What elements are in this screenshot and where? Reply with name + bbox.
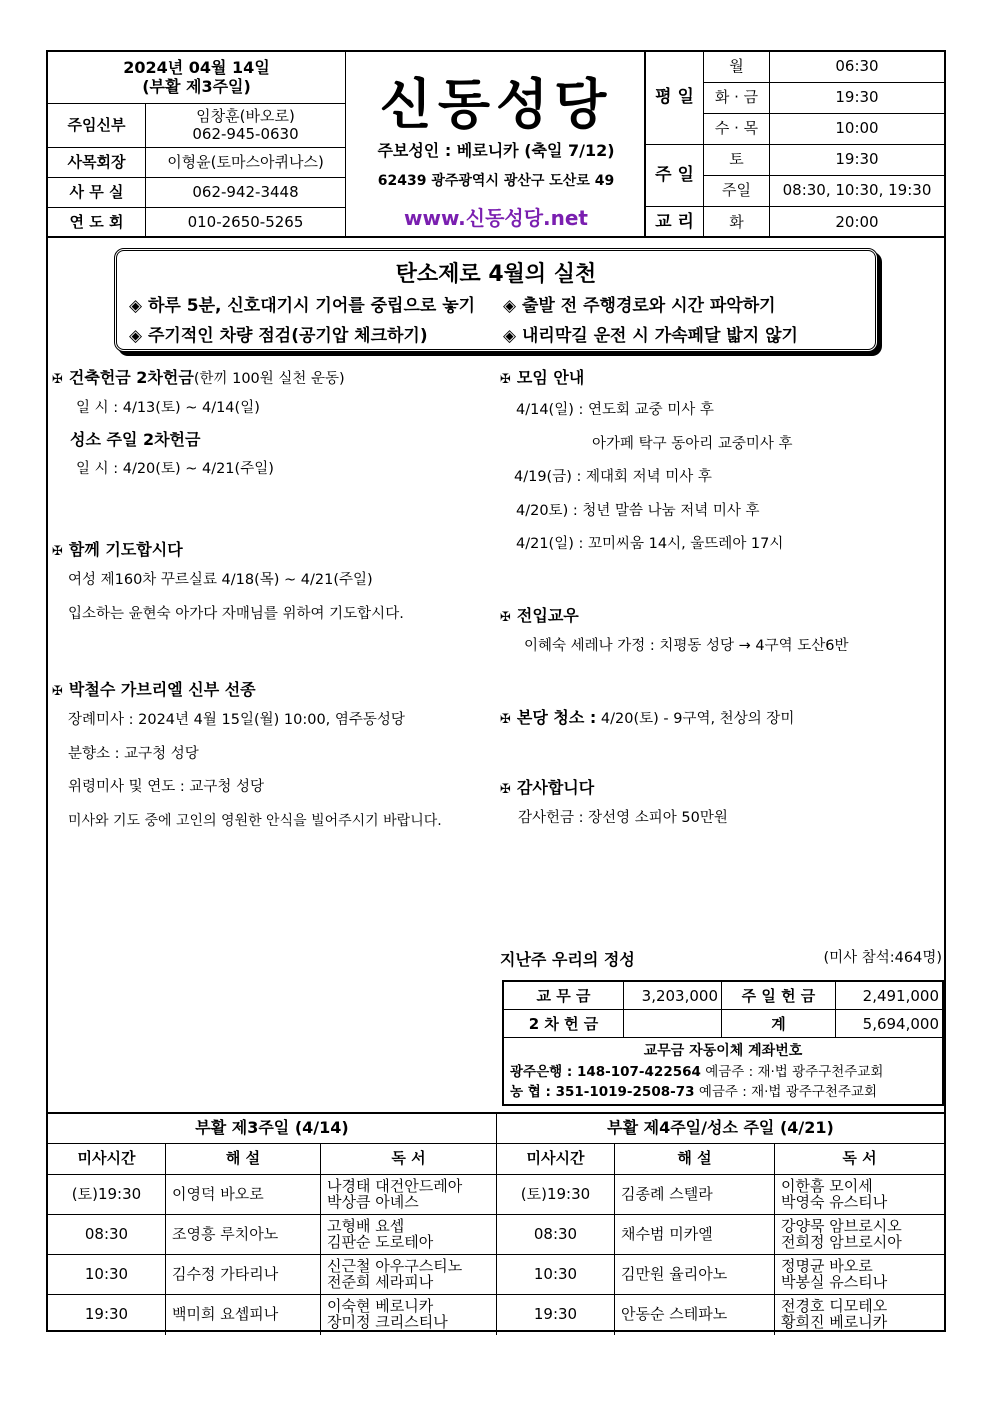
reader: 강양묵 암브로시오: [781, 1216, 902, 1235]
commentator: 이영덕 바오로: [166, 1175, 321, 1215]
section-title: 감사합니다: [516, 778, 595, 797]
col-time: 미사시간: [48, 1144, 166, 1175]
offering-value: 2,491,000: [836, 982, 942, 1010]
reader: 이한흠 모이세: [781, 1176, 873, 1195]
section-title: 건축헌금 2차헌금: [68, 368, 194, 387]
sunday-label: 주 일: [646, 145, 704, 207]
schedule-time: 08:30, 10:30, 19:30: [770, 176, 944, 207]
info-line: 입소하는 윤현숙 아가다 자매님를 위하여 기도합시다.: [68, 605, 404, 622]
offering-label: 계: [722, 1010, 836, 1038]
thanks-section: [500, 778, 940, 828]
carbon-zero-banner: [114, 248, 878, 352]
mass-time: 08:30: [48, 1215, 166, 1255]
section-subtitle: 성소 주일 2차헌금: [70, 429, 201, 449]
section-title: 함께 기도합시다: [68, 540, 183, 559]
schedule-time: 10:00: [770, 114, 944, 145]
reader: 전준희 세라피나: [327, 1272, 434, 1291]
council-label: 사목회장: [48, 148, 146, 178]
reader: 고형배 요셉: [327, 1216, 405, 1235]
reader: 신근철 아우구스티노: [327, 1256, 463, 1275]
reader: 장미정 크리스티나: [327, 1313, 448, 1331]
offering-total: 5,694,000: [836, 1010, 942, 1038]
funeral-section: [52, 680, 500, 829]
reader: 전경호 디모테오: [781, 1297, 888, 1316]
commentator: 조영흥 루치아노: [166, 1215, 321, 1255]
meeting-section: [500, 368, 940, 553]
church-name: 신동성당: [379, 72, 613, 136]
pastor-phone: 062-945-0630: [192, 124, 299, 143]
reader: 김판순 도로테아: [327, 1232, 434, 1251]
reader: 박봉실 유스티나: [781, 1272, 888, 1291]
ministry-right-title: 부활 제4주일/성소 주일 (4/21): [497, 1114, 944, 1144]
schedule-time: 20:00: [835, 212, 879, 231]
readers: [321, 1295, 497, 1335]
liturgical-week: (부활 제3주일): [142, 76, 251, 96]
banner-item: ◈ 주기적인 차량 점검(공기압 체크하기): [129, 326, 428, 346]
banner-title: 탄소제로 4월의 실천: [395, 262, 597, 287]
readers: [775, 1215, 944, 1255]
offering-value: 3,203,000: [624, 982, 722, 1010]
cross-icon: ✠: [500, 782, 511, 797]
offering-label: 2 차 헌 금: [504, 1010, 624, 1038]
mass-time: 19:30: [48, 1295, 166, 1335]
mass-time: 19:30: [497, 1295, 615, 1335]
header: [48, 52, 944, 238]
website-link[interactable]: www.신동성당.net: [404, 206, 588, 230]
commentator: 안동순 스테파노: [615, 1295, 775, 1335]
account-holder: 예금주 : 재·법 광주구천주교회: [705, 1064, 884, 1080]
cleaning-section: [500, 708, 940, 728]
bulletin-page: [46, 50, 946, 1332]
elder-phone: 010-2650-5265: [146, 208, 346, 238]
schedule-time: 19:30: [770, 145, 944, 176]
schedule-day: 수 · 목: [704, 114, 770, 145]
section-title-suffix: (한끼 100원 실천 운동): [193, 371, 345, 387]
office-phone: 062-942-3448: [146, 178, 346, 208]
info-line: 분향소 : 교구청 성당: [68, 745, 199, 762]
readers: [775, 1175, 944, 1215]
bulletin-date: 2024년 04월 14일: [123, 58, 270, 78]
cross-icon: ✠: [52, 544, 63, 559]
reader: 정명균 바오로: [781, 1256, 873, 1275]
commentator: 김수정 가타리나: [166, 1255, 321, 1295]
ministry-left-title: 부활 제3주일 (4/14): [48, 1114, 497, 1144]
col-time: 미사시간: [497, 1144, 615, 1175]
patron-saint: 주보성인 : 베로니카 (축일 7/12): [377, 141, 615, 160]
offering-value: [624, 1010, 722, 1038]
cleaning-info: 4/20(토) - 9구역, 천상의 장미: [600, 711, 795, 727]
meeting-line: 4/19(금) : 제대회 저녁 미사 후: [514, 469, 712, 486]
info-line: 일 시 : 4/20(토) ~ 4/21(주일): [76, 460, 274, 477]
offering-heading: [500, 950, 942, 969]
cross-icon: ✠: [52, 684, 63, 699]
pastor-name: 임창훈(바오로): [196, 107, 295, 126]
cross-icon: ✠: [52, 372, 63, 387]
schedule-day: 화: [704, 207, 770, 238]
schedule-day: 월: [704, 52, 770, 83]
account-number: 농 협 : 351-1019-2508-73: [510, 1084, 695, 1100]
readers: [775, 1295, 944, 1335]
readers: [321, 1215, 497, 1255]
readers: [775, 1255, 944, 1295]
col-commentary: 해 설: [615, 1144, 775, 1175]
section-title: 모임 안내: [516, 368, 585, 387]
info-line: 일 시 : 4/13(토) ~ 4/14(일): [76, 400, 260, 417]
cross-icon: ✠: [500, 712, 511, 727]
col-reading: 독 서: [321, 1144, 497, 1175]
schedule-time: 06:30: [770, 52, 944, 83]
meeting-line: 아가페 탁구 동아리 교중미사 후: [592, 435, 793, 452]
banner-item: ◈ 출발 전 주행경로와 시간 파악하기: [503, 296, 776, 316]
commentator: 김종례 스텔라: [615, 1175, 775, 1215]
schedule-day: 화 · 금: [704, 83, 770, 114]
section-title: 박철수 가브리엘 신부 선종: [68, 680, 256, 699]
commentator: 백미희 요셉피나: [166, 1295, 321, 1335]
mass-time: (토)19:30: [48, 1175, 166, 1215]
pastor-info: [146, 104, 346, 148]
info-line: 감사헌금 : 장선영 소피아 50만원: [518, 810, 728, 827]
reader: 박영숙 유스티나: [781, 1192, 888, 1211]
offering-label: 교 무 금: [504, 982, 624, 1010]
mass-time: 10:30: [48, 1255, 166, 1295]
banner-item: ◈ 내리막길 운전 시 가속페달 밟지 않기: [503, 326, 798, 346]
readers: [321, 1175, 497, 1215]
reader: 전희정 암브로시아: [781, 1232, 902, 1251]
office-label: 사 무 실: [48, 178, 146, 208]
mass-time: 08:30: [497, 1215, 615, 1255]
meeting-line: 4/20토) : 청년 말씀 나눔 저녁 미사 후: [516, 502, 760, 519]
prayer-section: [52, 540, 492, 623]
reader: 박상큼 아녜스: [327, 1192, 419, 1211]
catechism-label: 교 리: [646, 207, 704, 238]
schedule-time: 19:30: [770, 83, 944, 114]
weekday-label: 평 일: [646, 52, 704, 145]
cross-icon: ✠: [500, 610, 511, 625]
banner-item: ◈ 하루 5분, 신호대기시 기어를 중립으로 놓기: [129, 296, 476, 316]
account-number: 광주은행 : 148-107-422564: [510, 1064, 701, 1080]
section-title: 본당 청소 :: [516, 708, 597, 727]
info-line: 장례미사 : 2024년 4월 15일(월) 10:00, 염주동성당: [68, 712, 405, 729]
reader: 황희진 베로니카: [781, 1313, 888, 1331]
elder-label: 연 도 회: [48, 208, 146, 238]
date-block: [48, 52, 346, 104]
account-holder: 예금주 : 재·법 광주구천주교회: [698, 1084, 878, 1100]
info-line: 미사와 기도 중에 고인의 영원한 안식을 빌어주시기 바랍니다.: [68, 812, 442, 829]
info-line: 여성 제160차 꾸르실료 4/18(목) ~ 4/21(주일): [68, 572, 373, 589]
offering-label: 주 일 헌 금: [722, 982, 836, 1010]
council-name: 이형윤(토마스아퀴나스): [146, 148, 346, 178]
schedule-day: 토: [704, 145, 770, 176]
account-title: 교무금 자동이체 계좌번호: [643, 1043, 803, 1059]
attendance-count: (미사 참석:464명): [823, 950, 942, 966]
pastor-label: 주임신부: [48, 104, 146, 148]
account-line: [510, 1080, 877, 1100]
offering-title: 지난주 우리의 정성: [500, 950, 635, 969]
account-line: [510, 1060, 883, 1080]
mass-time: 10:30: [497, 1255, 615, 1295]
col-reading: 독 서: [775, 1144, 944, 1175]
info-line: 위령미사 및 연도 : 교구청 성당: [68, 779, 265, 796]
readers: [321, 1255, 497, 1295]
commentator: 채수범 미카엘: [615, 1215, 775, 1255]
new-parishioner-section: [500, 606, 940, 656]
reader: 이숙현 베로니카: [327, 1297, 434, 1316]
church-address: 62439 광주광역시 광산구 도산로 49: [377, 173, 615, 189]
schedule-day: 주일: [704, 176, 770, 207]
meeting-line: 4/21(일) : 꼬미씨움 14시, 울뜨레아 17시: [516, 535, 784, 552]
info-line: 이혜숙 세레나 가정 : 치평동 성당 → 4구역 도산6반: [524, 638, 849, 655]
cross-icon: ✠: [500, 372, 511, 387]
col-commentary: 해 설: [166, 1144, 321, 1175]
mass-time: (토)19:30: [497, 1175, 615, 1215]
building-offering-section: [52, 368, 492, 478]
offering-table: [502, 980, 944, 1106]
reader: 나경태 대건안드레아: [327, 1176, 463, 1195]
commentator: 김만원 율리아노: [615, 1255, 775, 1295]
meeting-line: 4/14(일) : 연도회 교중 미사 후: [516, 402, 714, 419]
ministry-table: [48, 1112, 944, 1331]
section-title: 전입교우: [516, 606, 579, 625]
title-block: [346, 52, 646, 238]
